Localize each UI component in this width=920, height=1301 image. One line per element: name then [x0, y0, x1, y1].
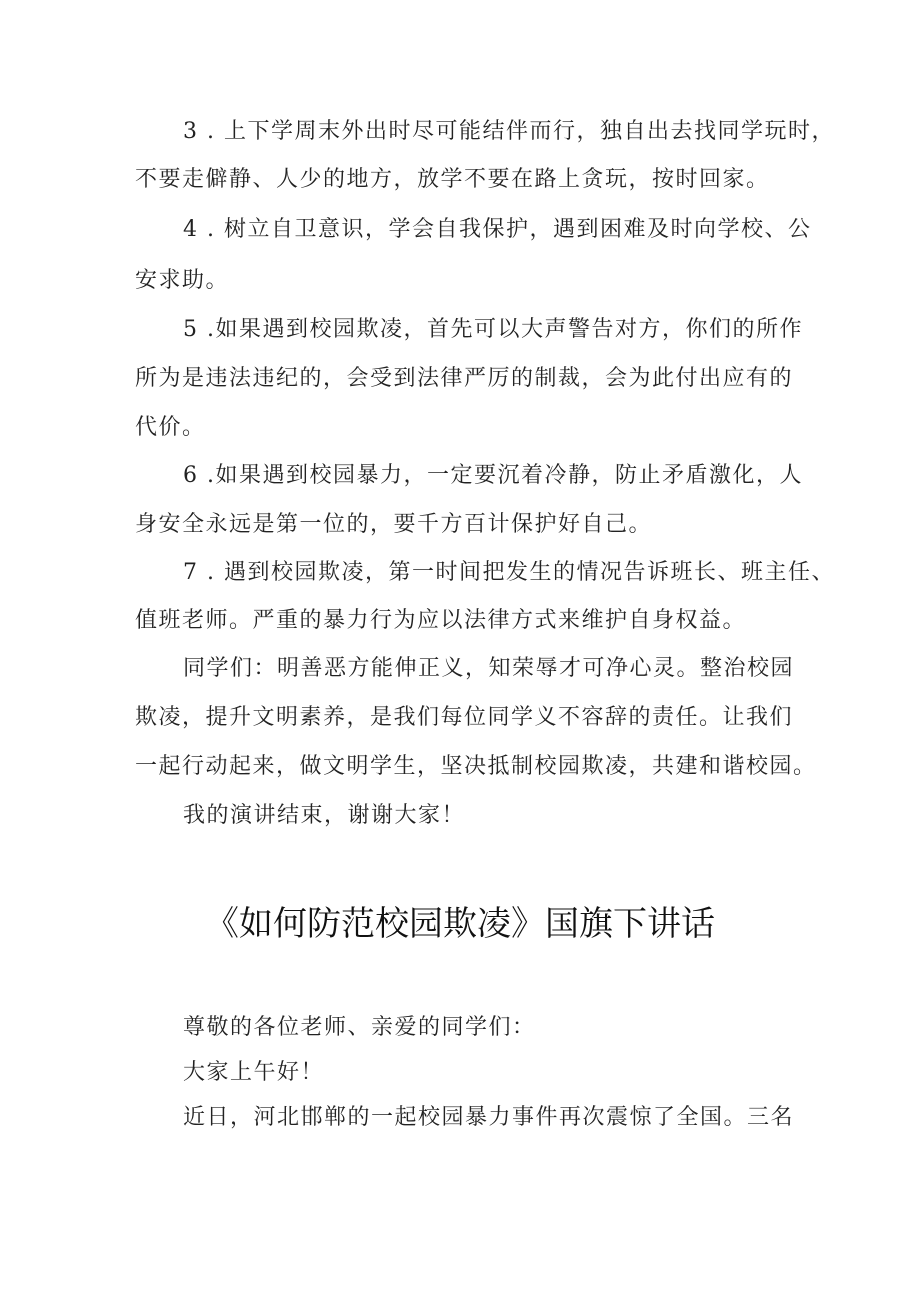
speech-title: 《如何防范校园欺凌》国旗下讲话 — [205, 904, 715, 944]
item-7-line-2: 值班老师。严重的暴力行为应以法律方式来维护自身权益。 — [135, 608, 747, 633]
item-5-line-1: 5 .如果遇到校园欺凌，首先可以大声警告对方，你们的所作 — [183, 317, 803, 342]
item-5-line-2: 所为是违法违纪的，会受到法律严厉的制裁，会为此付出应有的 — [135, 366, 794, 391]
item-3-line-1: 3 . 上下学周末外出时尽可能结伴而行，独自出去找同学玩时， — [183, 119, 835, 144]
closing-line-3: 一起行动起来，做文明学生，坚决抵制校园欺凌，共建和谐校园。 — [135, 754, 817, 779]
greeting: 尊敬的各位老师、亲爱的同学们： — [183, 1015, 536, 1040]
item-7-line-1: 7 . 遇到校园欺凌，第一时间把发生的情况告诉班长、班主任、 — [183, 560, 835, 585]
item-4-line-2: 安求助。 — [135, 268, 230, 293]
intro-line-1: 近日，河北邯郸的一起校园暴力事件再次震惊了全国。三名 — [183, 1105, 795, 1130]
hello: 大家上午好！ — [183, 1060, 325, 1085]
item-6-line-2: 身安全永远是第一位的，要千方百计保护好自己。 — [135, 512, 653, 537]
speech-end: 我的演讲结束，谢谢大家！ — [183, 803, 466, 828]
item-3-line-2: 不要走僻静、人少的地方，放学不要在路上贪玩，按时回家。 — [135, 167, 770, 192]
item-5-line-3: 代价。 — [135, 415, 206, 440]
item-4-line-1: 4 . 树立自卫意识，学会自我保护，遇到困难及时向学校、公 — [183, 217, 812, 242]
closing-line-2: 欺凌，提升文明素养，是我们每位同学义不容辞的责任。让我们 — [135, 705, 794, 730]
item-6-line-1: 6 .如果遇到校园暴力，一定要沉着冷静，防止矛盾激化，人 — [183, 463, 803, 488]
closing-line-1: 同学们：明善恶方能伸正义，知荣辱才可净心灵。整治校园 — [183, 656, 795, 681]
